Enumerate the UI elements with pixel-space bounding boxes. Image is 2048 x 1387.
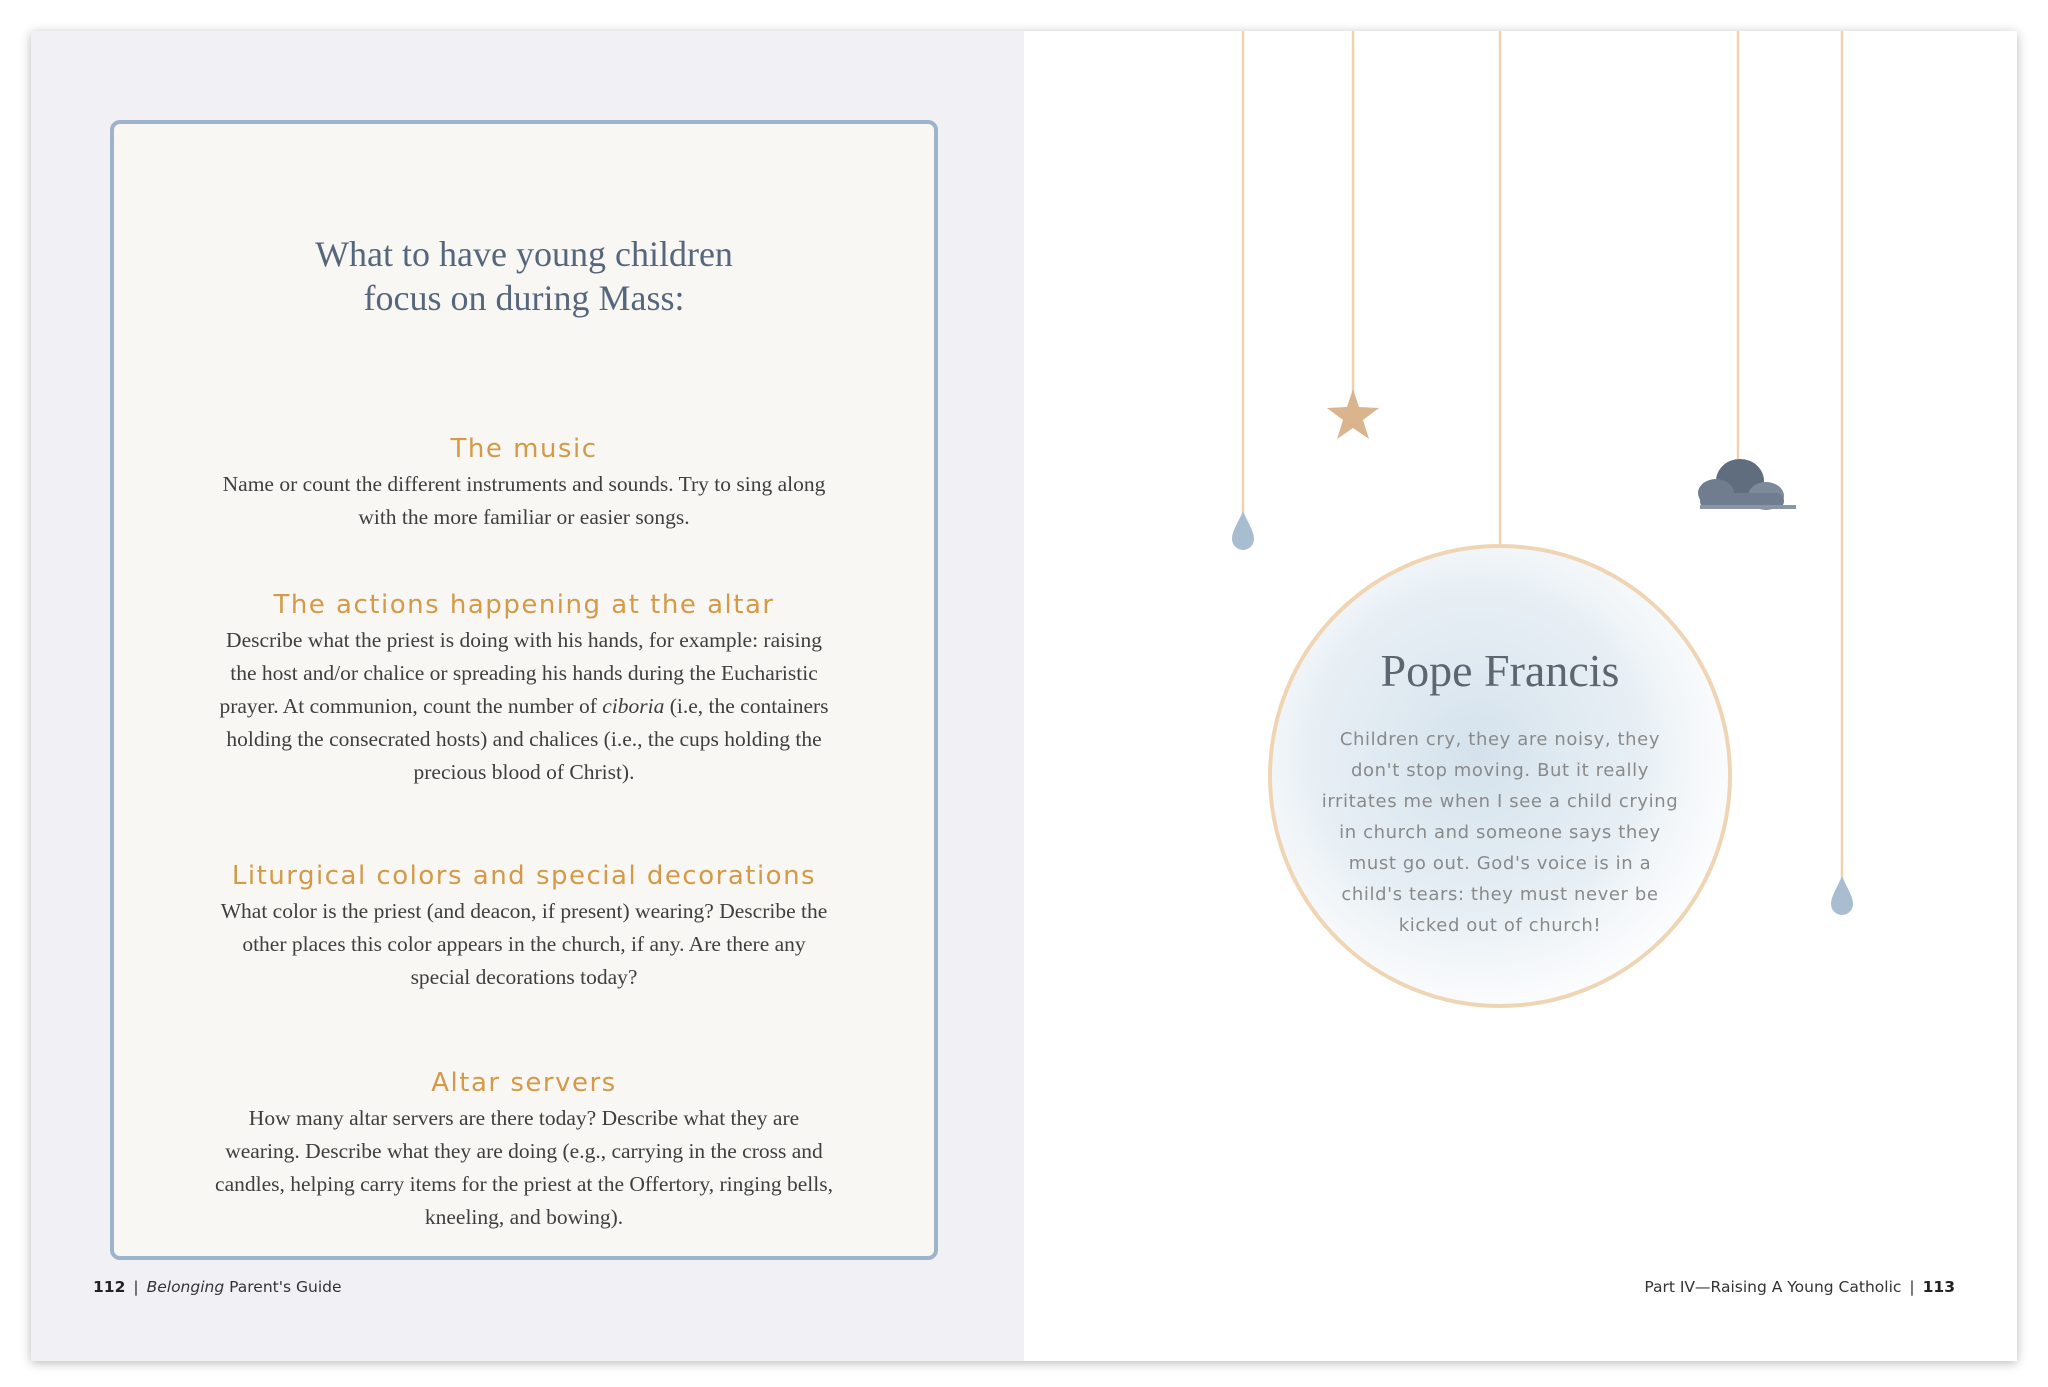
section-label: Part IV—Raising A Young Catholic: [1644, 1278, 1902, 1296]
cloud-icon: [1698, 459, 1796, 510]
star-icon: [1327, 389, 1379, 439]
section-heading: Liturgical colors and special decorations: [231, 861, 817, 891]
right-folio: [1644, 1278, 1955, 1296]
book-title-italic: Belonging: [146, 1278, 225, 1296]
section-body: How many altar servers are there today? Describe what they are wearing. Describe what they are doing (e.g., carrying in the cross and candles, helping carry items for the priest at the Offertory, ringing bells, kneeling, and bowing).: [215, 1106, 833, 1229]
section-liturgical-colors: [214, 859, 834, 994]
section-altar-servers: [214, 1066, 834, 1234]
right-page: [1024, 31, 2017, 1361]
section-body: What color is the priest (and deacon, if present) wearing? Describe the other places this color appears in the church, if any. Are there any special decorations today?: [220, 899, 828, 989]
section-heading: The actions happening at the altar: [273, 590, 775, 620]
raindrop-icon: [1831, 876, 1853, 915]
section-body: Name or count the different instruments and sounds. Try to sing along with the more familiar or easier songs.: [222, 472, 826, 529]
quote-text: Children cry, they are noisy, they don't stop moving. But it really irritates me when I see a child crying in church and someone says they must go out. God's voice is in a child's tears: they must never be kicked out of church!: [1321, 729, 1679, 936]
focus-card: [110, 120, 938, 1260]
page-number: 112: [93, 1278, 126, 1296]
body-text: Describe what the priest is doing with his hands, for example: raising the host and/or chalice or spreading his hands during the Eucharistic prayer. At communion, count the number of: [219, 628, 822, 718]
book-title-rest: Parent's Guide: [224, 1278, 342, 1296]
left-folio: [93, 1278, 342, 1296]
section-body: [214, 624, 834, 789]
quote-circle: [1270, 546, 1730, 1006]
ciboria-term: ciboria: [602, 694, 665, 718]
body-text: (i.e, the containers holding the consecrated hosts) and chalices (i.e., the cups holding the precious blood of Christ).: [226, 694, 829, 784]
quote-author: Pope Francis: [1380, 645, 1620, 696]
section-heading: The music: [450, 434, 598, 464]
raindrop-icon: [1232, 511, 1254, 550]
book-spread: [31, 31, 2017, 1361]
page-number: 113: [1922, 1278, 1955, 1296]
card-title-line-2: focus on during Mass:: [363, 278, 685, 318]
section-heading: Altar servers: [431, 1068, 617, 1098]
folio-separator: |: [1909, 1278, 1915, 1296]
card-title: [114, 232, 934, 320]
left-page: [31, 31, 1024, 1361]
section-altar-actions: [214, 588, 834, 789]
folio-separator: |: [133, 1278, 139, 1296]
section-music: [214, 432, 834, 534]
card-title-line-1: What to have young children: [315, 234, 733, 274]
